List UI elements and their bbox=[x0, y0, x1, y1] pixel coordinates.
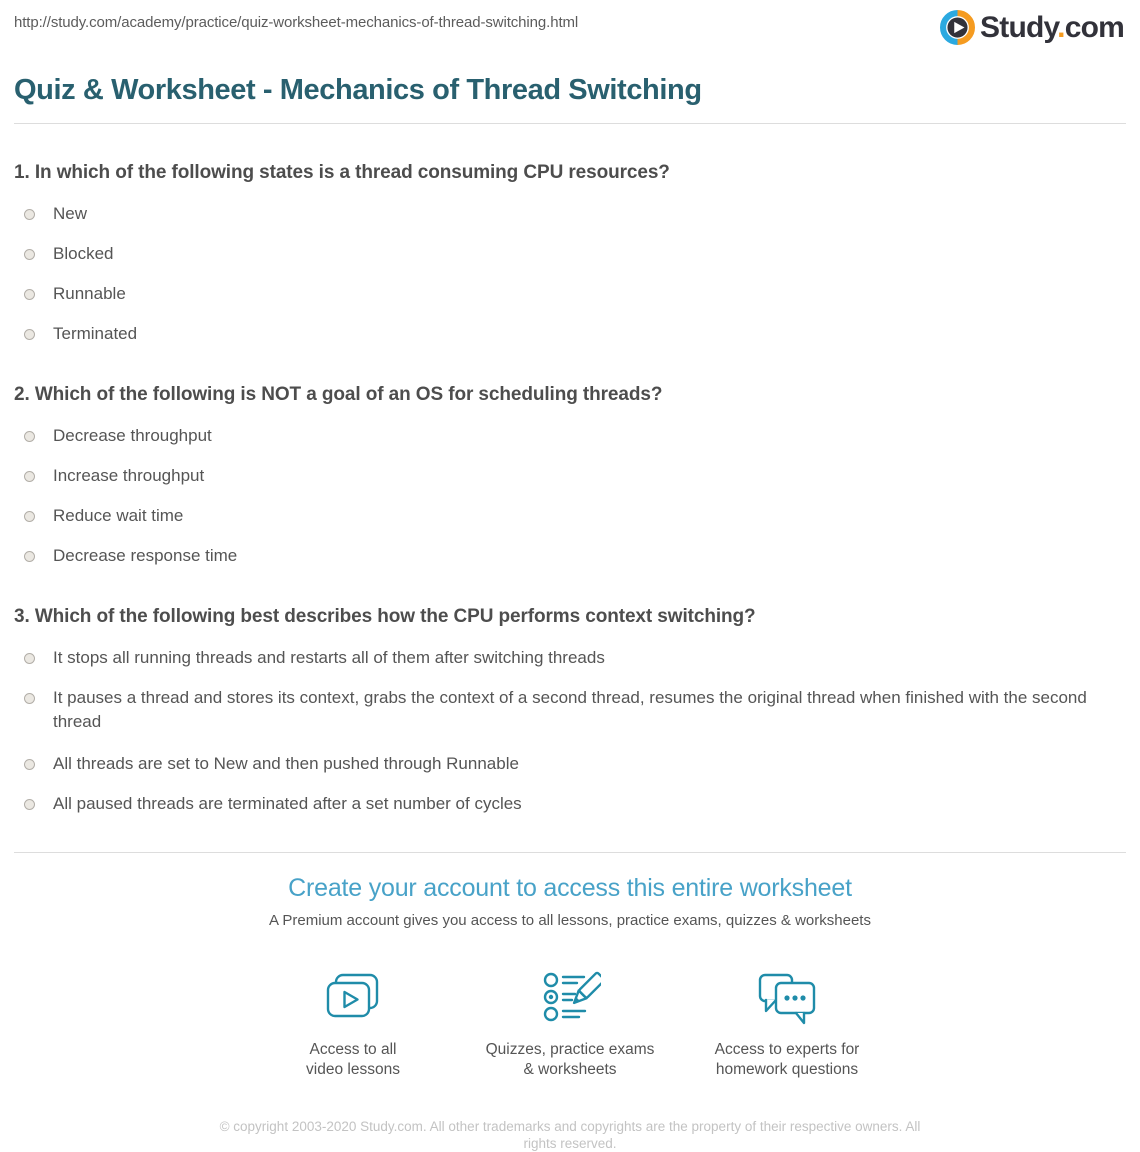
benefit-quizzes-worksheets bbox=[462, 970, 679, 1080]
benefit-label: Quizzes, practice exams & worksheets bbox=[485, 1041, 655, 1078]
cta-divider bbox=[14, 852, 1126, 853]
radio-button[interactable] bbox=[24, 693, 35, 704]
radio-button[interactable] bbox=[24, 653, 35, 664]
question-1-option-4[interactable]: Terminated bbox=[14, 322, 1126, 346]
quizzes-worksheets-icon bbox=[462, 970, 679, 1028]
radio-button[interactable] bbox=[24, 471, 35, 482]
cta-section bbox=[0, 874, 1140, 929]
question-3-option-2[interactable]: It pauses a thread and stores its context, grabs the context of a second thread, resumes the original thread when finished with the second thread bbox=[14, 686, 1126, 734]
question-1-heading: 1. In which of the following states is a thread consuming CPU resources? bbox=[14, 162, 670, 183]
experts-chat-icon bbox=[679, 970, 896, 1028]
radio-button[interactable] bbox=[24, 329, 35, 340]
question-1-option-3[interactable]: Runnable bbox=[14, 282, 1126, 306]
question-2-option-1[interactable]: Decrease throughput bbox=[14, 424, 1126, 448]
page-url: http://study.com/academy/practice/quiz-worksheet-mechanics-of-thread-switching.html bbox=[14, 14, 579, 31]
radio-button[interactable] bbox=[24, 209, 35, 220]
top-bar bbox=[0, 0, 1140, 45]
question-2 bbox=[14, 382, 1126, 568]
benefits-row bbox=[0, 970, 1140, 1080]
title-divider bbox=[14, 123, 1126, 124]
radio-button[interactable] bbox=[24, 551, 35, 562]
video-lessons-icon bbox=[245, 970, 462, 1028]
question-1-option-2[interactable]: Blocked bbox=[14, 242, 1126, 266]
cta-heading: Create your account to access this entire worksheet bbox=[288, 874, 852, 902]
benefit-video-lessons bbox=[245, 970, 462, 1080]
radio-button[interactable] bbox=[24, 759, 35, 770]
question-2-option-4[interactable]: Decrease response time bbox=[14, 544, 1126, 568]
radio-button[interactable] bbox=[24, 511, 35, 522]
benefit-label: Access to experts for homework questions bbox=[714, 1041, 860, 1078]
radio-button[interactable] bbox=[24, 289, 35, 300]
question-3-option-4[interactable]: All paused threads are terminated after a set number of cycles bbox=[14, 792, 1126, 816]
cta-subheading: A Premium account gives you access to all lessons, practice exams, quizzes & worksheets bbox=[269, 912, 871, 929]
radio-button[interactable] bbox=[24, 249, 35, 260]
question-2-heading: 2. Which of the following is NOT a goal of an OS for scheduling threads? bbox=[14, 384, 663, 405]
question-1-option-1[interactable]: New bbox=[14, 202, 1126, 226]
question-2-option-2[interactable]: Increase throughput bbox=[14, 464, 1126, 488]
question-3 bbox=[14, 604, 1126, 816]
logo-wordmark: Study.com bbox=[980, 10, 1124, 44]
play-circle-icon bbox=[940, 10, 975, 45]
quiz-questions bbox=[0, 160, 1140, 816]
benefit-expert-help bbox=[679, 970, 896, 1080]
question-3-option-1[interactable]: It stops all running threads and restarts all of them after switching threads bbox=[14, 646, 1126, 670]
question-3-option-3[interactable]: All threads are set to New and then pushed through Runnable bbox=[14, 752, 1126, 776]
radio-button[interactable] bbox=[24, 799, 35, 810]
question-3-heading: 3. Which of the following best describes how the CPU performs context switching? bbox=[14, 606, 756, 627]
page-title: Quiz & Worksheet - Mechanics of Thread Switching bbox=[14, 74, 702, 106]
question-2-option-3[interactable]: Reduce wait time bbox=[14, 504, 1126, 528]
copyright-notice: © copyright 2003-2020 Study.com. All other trademarks and copyrights are the property of their respective owners. All rights reserved. bbox=[219, 1119, 921, 1151]
radio-button[interactable] bbox=[24, 431, 35, 442]
question-1 bbox=[14, 160, 1126, 346]
benefit-label: Access to all video lessons bbox=[306, 1041, 400, 1078]
studycom-logo[interactable] bbox=[940, 10, 1124, 45]
